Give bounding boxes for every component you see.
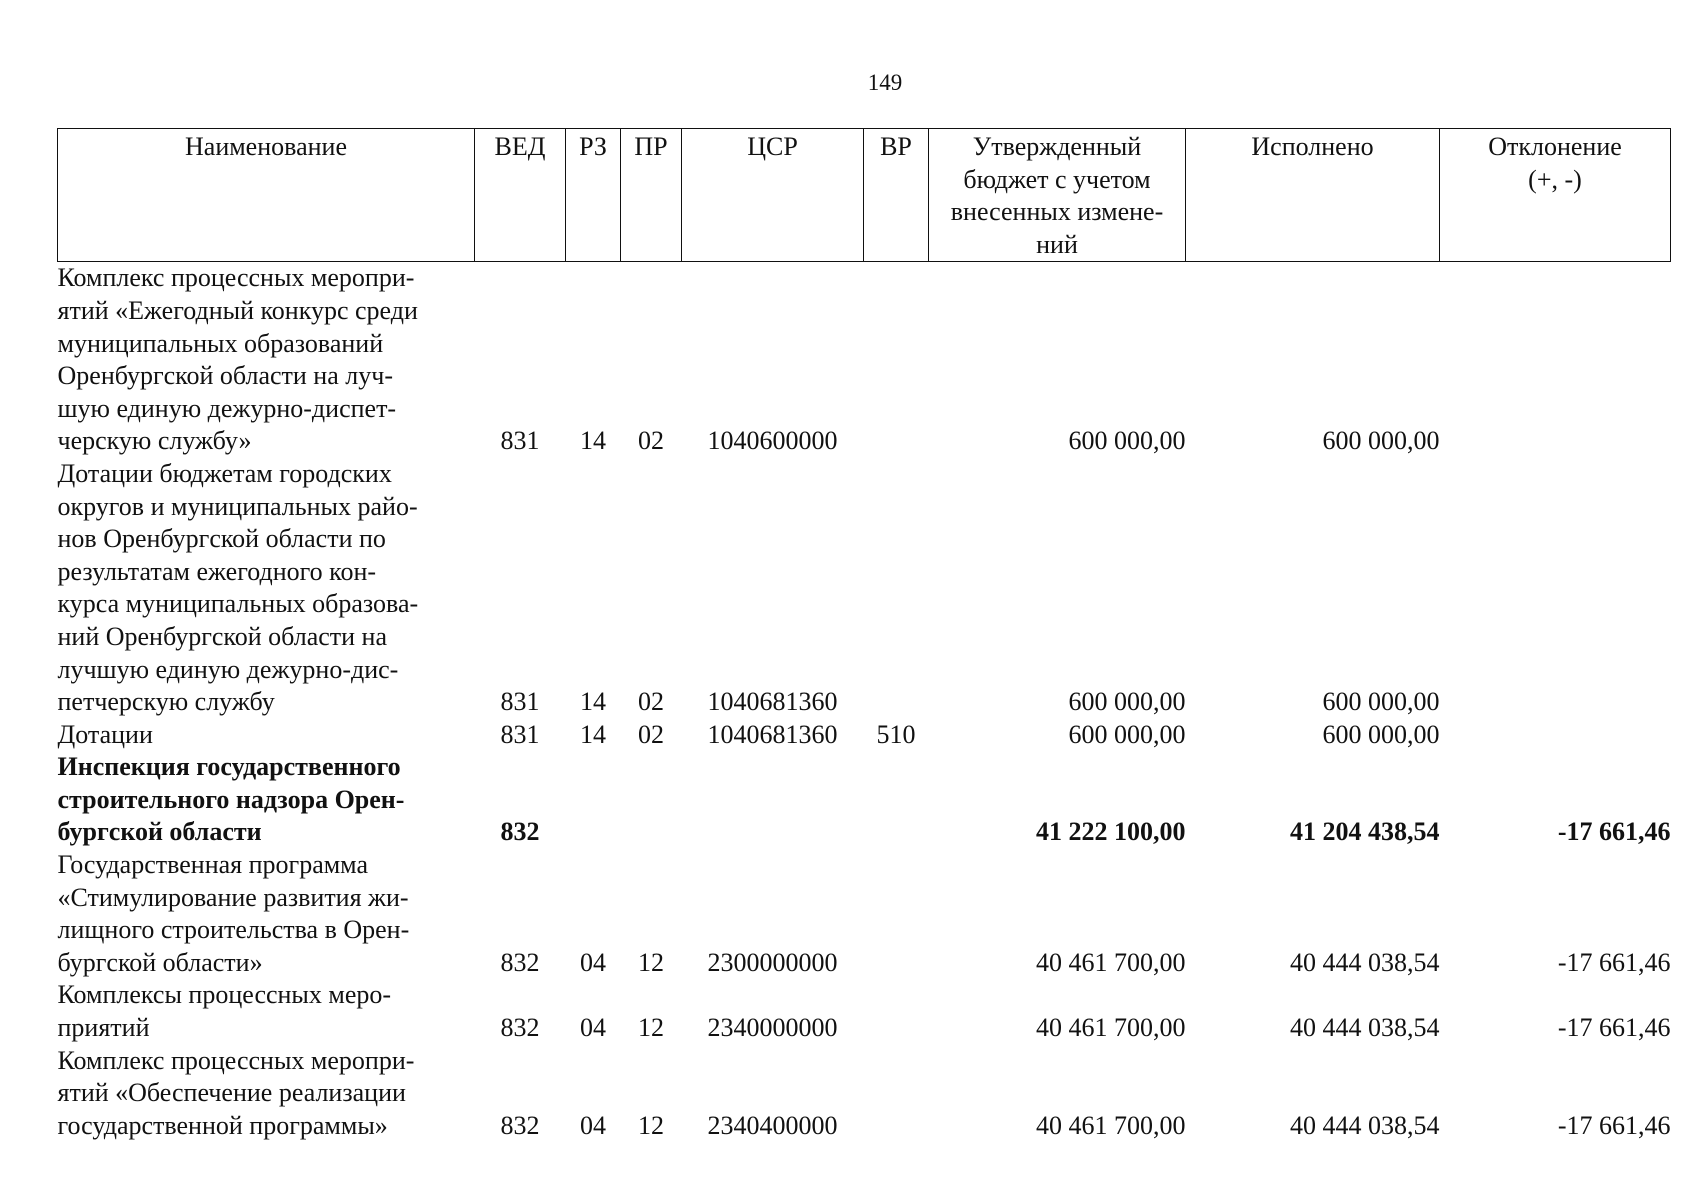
row-name-line: Инспекция государственного <box>57 752 401 782</box>
header-approved-line: ний <box>1036 229 1078 259</box>
approved-cell: 40 461 700,00 <box>1036 1110 1186 1140</box>
row-name-line: бургской области» <box>57 947 263 977</box>
rz-cell <box>566 751 621 849</box>
header-approved-line: внесенных измене- <box>950 197 1164 227</box>
table-row <box>58 979 1671 1044</box>
rz-cell: 04 <box>580 947 606 977</box>
ved-cell: 831 <box>500 687 540 717</box>
ved-cell: 832 <box>500 1110 540 1140</box>
row-name <box>58 849 475 979</box>
row-name-line: лищного строительства в Орен- <box>57 915 410 945</box>
row-name <box>58 719 475 752</box>
deviation-cell <box>1440 262 1671 458</box>
vr-cell <box>864 458 929 719</box>
approved-cell: 41 222 100,00 <box>1036 817 1186 847</box>
vr-cell <box>864 979 929 1044</box>
row-name-line: Комплекс процессных меропри- <box>57 263 415 293</box>
deviation-cell <box>1440 719 1671 752</box>
vr-cell <box>864 262 929 458</box>
row-name-line: результатам ежегодного кон- <box>57 556 377 586</box>
header-name: Наименование <box>58 129 475 262</box>
vr-cell <box>864 1045 929 1143</box>
row-name-line: нов Оренбургской области по <box>57 524 386 554</box>
executed-cell: 40 444 038,54 <box>1290 1110 1440 1140</box>
deviation-cell: -17 661,46 <box>1557 817 1671 847</box>
deviation-cell: -17 661,46 <box>1557 947 1671 977</box>
pr-cell: 12 <box>638 947 664 977</box>
header-approved-line: бюджет с учетом <box>963 164 1151 194</box>
deviation-cell: -17 661,46 <box>1557 1013 1671 1043</box>
csr-cell: 2300000000 <box>707 947 838 977</box>
row-name-line: черскую службу» <box>57 426 252 456</box>
row-name-line: Дотации бюджетам городских <box>57 458 392 488</box>
row-name-line: муниципальных образований <box>57 328 384 358</box>
row-name <box>58 751 475 849</box>
table-body <box>58 262 1671 1143</box>
header-ved: ВЕД <box>475 129 566 262</box>
pr-cell <box>621 751 682 849</box>
row-name <box>58 262 475 458</box>
deviation-cell: -17 661,46 <box>1557 1110 1671 1140</box>
table-row <box>58 262 1671 458</box>
rz-cell: 14 <box>580 719 606 749</box>
row-name-line: шую единую дежурно-диспет- <box>57 393 397 423</box>
row-name-line: Комплекс процессных меропри- <box>57 1045 415 1075</box>
executed-cell: 600 000,00 <box>1322 426 1440 456</box>
pr-cell: 02 <box>638 426 664 456</box>
row-name-line: приятий <box>57 1013 150 1043</box>
csr-cell: 1040600000 <box>707 426 838 456</box>
executed-cell: 600 000,00 <box>1322 687 1440 717</box>
approved-cell: 40 461 700,00 <box>1036 947 1186 977</box>
header-approved <box>929 129 1186 262</box>
page-number: 149 <box>867 70 903 95</box>
header-approved-line: Утвержденный <box>972 132 1142 161</box>
vr-cell <box>864 751 929 849</box>
row-name-line: государственной программы» <box>57 1110 388 1140</box>
row-name-line: Государственная программа <box>57 850 369 880</box>
row-name <box>58 1045 475 1143</box>
row-name-line: петчерскую службу <box>57 687 275 717</box>
rz-cell: 04 <box>580 1110 606 1140</box>
header-rz: РЗ <box>566 129 621 262</box>
approved-cell: 40 461 700,00 <box>1036 1013 1186 1043</box>
pr-cell: 12 <box>638 1013 664 1043</box>
row-name-line: строительного надзора Орен- <box>57 784 405 814</box>
budget-table <box>57 128 1671 1142</box>
ved-cell: 831 <box>500 426 540 456</box>
row-name-line: ятий «Обеспечение реализации <box>57 1078 406 1108</box>
header-row <box>58 129 1671 262</box>
csr-cell <box>682 751 864 849</box>
executed-cell: 40 444 038,54 <box>1290 947 1440 977</box>
row-name-line: округов и муниципальных райо- <box>57 491 418 521</box>
row-name-line: лучшую единую дежурно-дис- <box>57 654 399 684</box>
header-executed: Исполнено <box>1186 129 1440 262</box>
ved-cell: 832 <box>500 817 540 847</box>
row-name-line: Дотации <box>57 719 153 749</box>
row-name-line: «Стимулирование развития жи- <box>57 882 409 912</box>
header-deviation-line: Отклонение <box>1488 132 1622 161</box>
row-name-line: Оренбургской области на луч- <box>57 361 393 391</box>
rz-cell: 04 <box>580 1013 606 1043</box>
header-deviation <box>1440 129 1671 262</box>
csr-cell: 1040681360 <box>707 687 838 717</box>
row-name <box>58 979 475 1044</box>
table-row <box>58 849 1671 979</box>
row-name <box>58 458 475 719</box>
approved-cell: 600 000,00 <box>1068 426 1186 456</box>
csr-cell: 1040681360 <box>707 719 838 749</box>
rz-cell: 14 <box>580 687 606 717</box>
table-row <box>58 719 1671 752</box>
header-csr: ЦСР <box>682 129 864 262</box>
ved-cell: 832 <box>500 1013 540 1043</box>
table-row <box>58 1045 1671 1143</box>
row-name-line: Комплексы процессных меро- <box>57 980 392 1010</box>
vr-cell <box>864 849 929 979</box>
row-name-line: ятий «Ежегодный конкурс среди <box>57 295 418 325</box>
csr-cell: 2340400000 <box>707 1110 838 1140</box>
header-pr: ПР <box>621 129 682 262</box>
row-name-line: бургской области <box>57 817 262 847</box>
header-deviation-line: (+, -) <box>1528 164 1582 194</box>
vr-cell: 510 <box>876 719 916 749</box>
ved-cell: 832 <box>500 947 540 977</box>
csr-cell: 2340000000 <box>707 1013 838 1043</box>
approved-cell: 600 000,00 <box>1068 719 1186 749</box>
rz-cell: 14 <box>580 426 606 456</box>
row-name-line: курса муниципальных образова- <box>57 589 419 619</box>
executed-cell: 41 204 438,54 <box>1290 817 1440 847</box>
pr-cell: 02 <box>638 687 664 717</box>
table-row <box>58 751 1671 849</box>
pr-cell: 02 <box>638 719 664 749</box>
header-vr: ВР <box>864 129 929 262</box>
deviation-cell <box>1440 458 1671 719</box>
pr-cell: 12 <box>638 1110 664 1140</box>
ved-cell: 831 <box>500 719 540 749</box>
executed-cell: 600 000,00 <box>1322 719 1440 749</box>
table-row <box>58 458 1671 719</box>
approved-cell: 600 000,00 <box>1068 687 1186 717</box>
executed-cell: 40 444 038,54 <box>1290 1013 1440 1043</box>
row-name-line: ний Оренбургской области на <box>57 621 388 651</box>
